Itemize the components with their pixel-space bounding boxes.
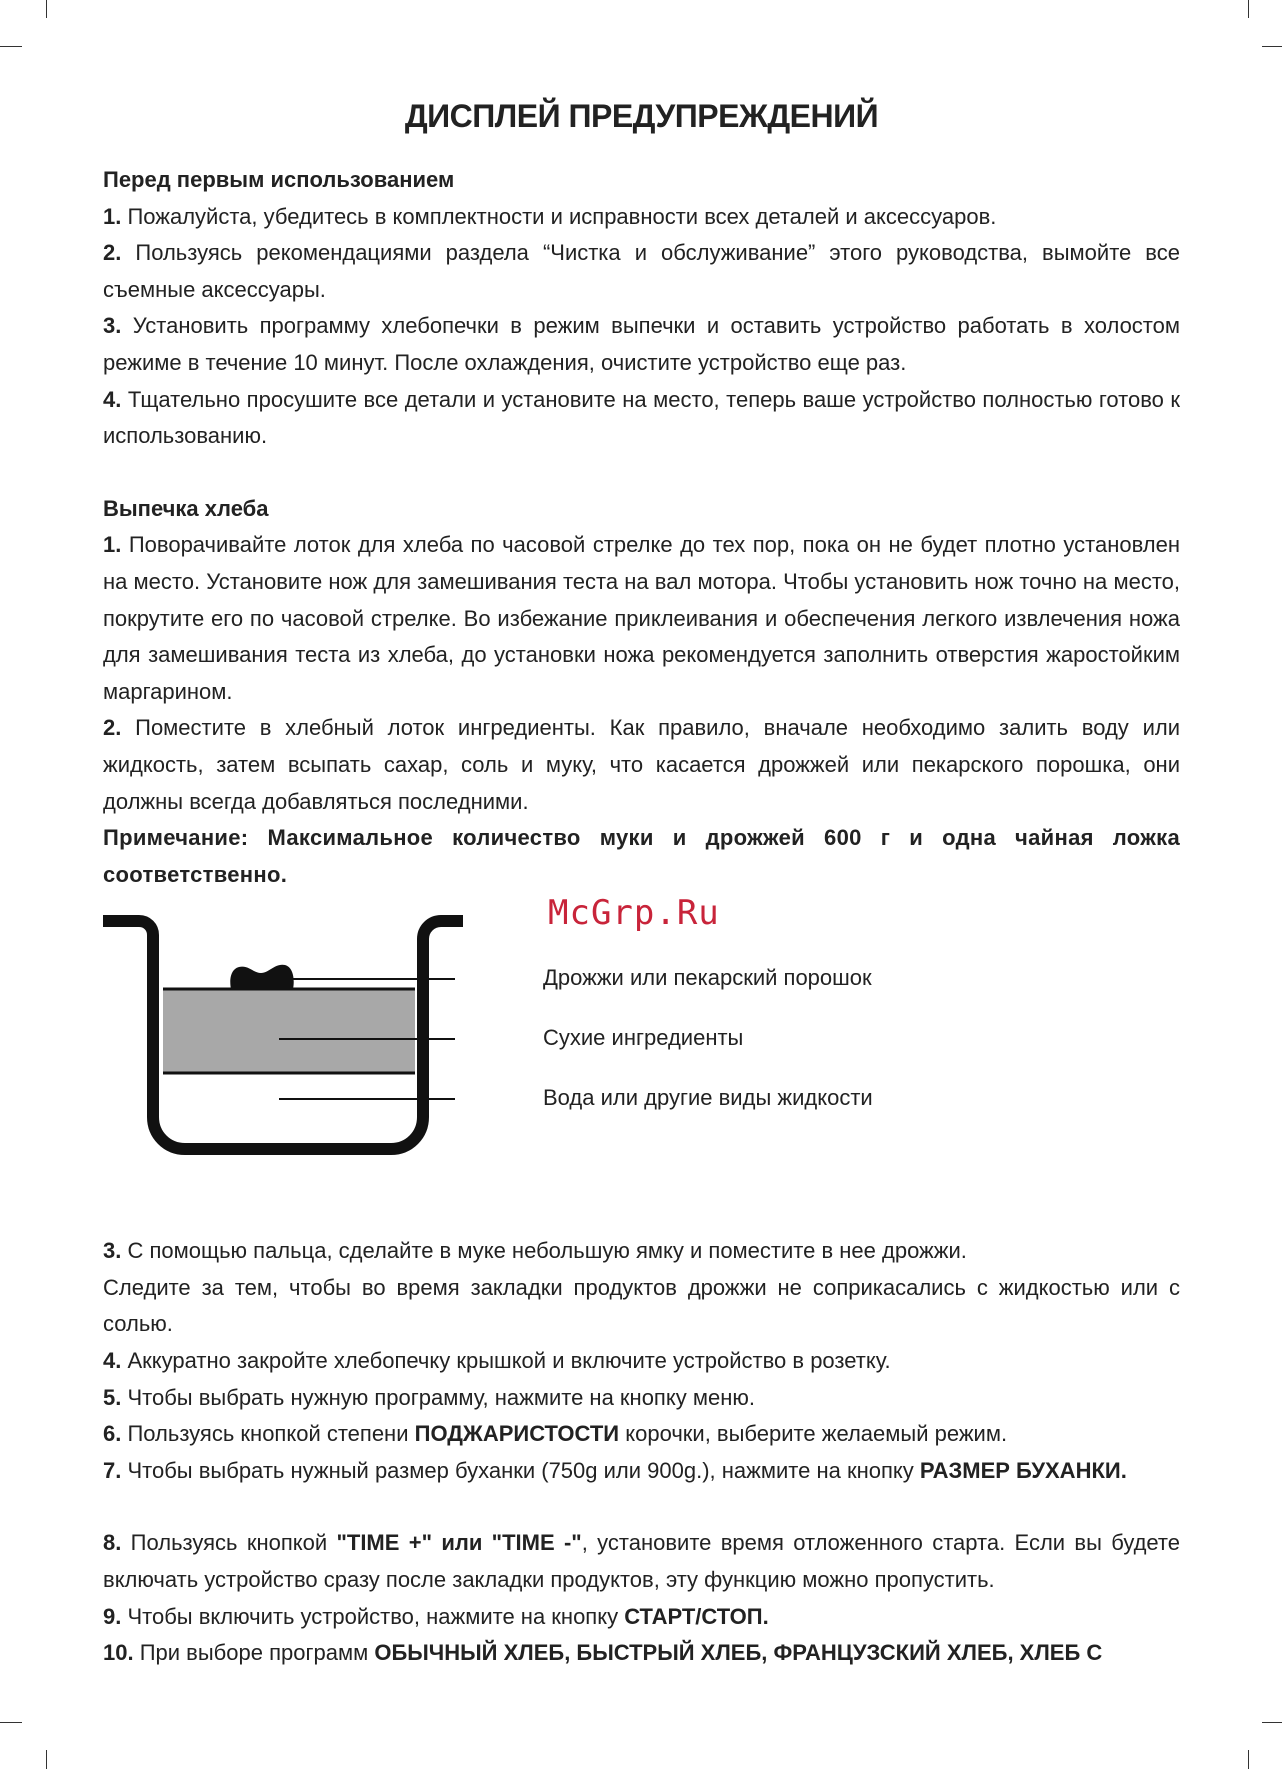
note: Примечание: Максимальное количество муки и дрожжей 600 г и одна чайная ложка соответственно. (103, 825, 1180, 887)
list-item: 7. Чтобы выбрать нужный размер буханки (750g или 900g.), нажмите на кнопку РАЗМЕР БУХАНКИ. (103, 1457, 1127, 1483)
list-item: 3. Установить программу хлебопечки в режим выпечки и оставить устройство работать в холостом режиме в течение 10 минут. После охлаждения, очистите устройство еще раз. (103, 313, 1180, 375)
section-heading: Перед первым использованием (103, 167, 455, 192)
crop-mark (1248, 0, 1249, 18)
label-yeast: Дрожжи или пекарский порошок (543, 965, 872, 991)
list-item: 4. Аккуратно закройте хлебопечку крышкой и включите устройство в розетку. (103, 1348, 891, 1374)
page (103, 96, 1180, 1672)
bread-pan-diagram (103, 893, 1180, 1233)
crop-mark (46, 0, 47, 18)
crop-mark (1248, 1750, 1249, 1769)
list-item: 1. Поворачивайте лоток для хлеба по часовой стрелке до тех пор, пока он не будет плотно установлен на место. Установите нож для замешивания теста на вал мотора. Чтобы установить нож точно на место, покрутите его по часовой стрелке. Во избежание приклеивания и обеспечения легкого извлечения ножа для замешивания теста из хлеба, до установки ножа рекомендуется заполнить отверстия жаростойким маргарином. (103, 532, 1180, 704)
list-item: 5. Чтобы выбрать нужную программу, нажмите на кнопку меню. (103, 1384, 755, 1410)
list-item: 4. Тщательно просушите все детали и установите на место, теперь ваше устройство полностью готово к использованию. (103, 386, 1180, 449)
paragraph: Следите за тем, чтобы во время закладки продуктов дрожжи не соприкасались с жидкостью или с солью. (103, 1274, 1180, 1337)
crop-mark (1262, 1722, 1282, 1723)
crop-mark (0, 46, 22, 47)
crop-mark (0, 1722, 22, 1723)
list-item: 9. Чтобы включить устройство, нажмите на кнопку СТАРТ/СТОП. (103, 1603, 769, 1629)
crop-mark (1262, 46, 1282, 47)
yeast-mound (230, 965, 293, 989)
section-heading: Выпечка хлеба (103, 495, 269, 521)
label-dry-ingredients: Сухие ингредиенты (543, 1025, 744, 1051)
bread-pan-icon (103, 893, 543, 1233)
page-title: ДИСПЛЕЙ ПРЕДУПРЕЖДЕНИЙ (404, 98, 879, 134)
list-item: 6. Пользуясь кнопкой степени ПОДЖАРИСТОСТИ корочки, выберите желаемый режим. (103, 1421, 1008, 1447)
list-item: 2. Поместите в хлебный лоток ингредиенты. Как правило, вначале необходимо залить воду или жидкость, затем всыпать сахар, соль и муку, что касается дрожжей или пекарского порошка, они должны всегда добавляться последними. (103, 715, 1180, 814)
dry-ingredients-layer (163, 989, 415, 1073)
watermark: McGrp.Ru (548, 893, 720, 934)
label-liquid: Вода или другие виды жидкости (543, 1085, 873, 1111)
crop-mark (46, 1750, 47, 1769)
list-item: 2. Пользуясь рекомендациями раздела “Чистка и обслуживание” этого руководства, вымойте все съемные аксессуары. (103, 240, 1180, 302)
list-item: 10. При выборе программ ОБЫЧНЫЙ ХЛЕБ, БЫСТРЫЙ ХЛЕБ, ФРАНЦУЗСКИЙ ХЛЕБ, ХЛЕБ С (103, 1640, 1103, 1666)
list-item: 3. С помощью пальца, сделайте в муке небольшую ямку и поместите в нее дрожжи. (103, 1238, 967, 1264)
list-item: 1. Пожалуйста, убедитесь в комплектности и исправности всех деталей и аксессуаров. (103, 203, 997, 229)
list-item: 8. Пользуясь кнопкой "TIME +" или "TIME -", установите время отложенного старта. Если вы будете включать устройство сразу после закладки продуктов, эту функцию можно пропустить. (103, 1530, 1180, 1593)
